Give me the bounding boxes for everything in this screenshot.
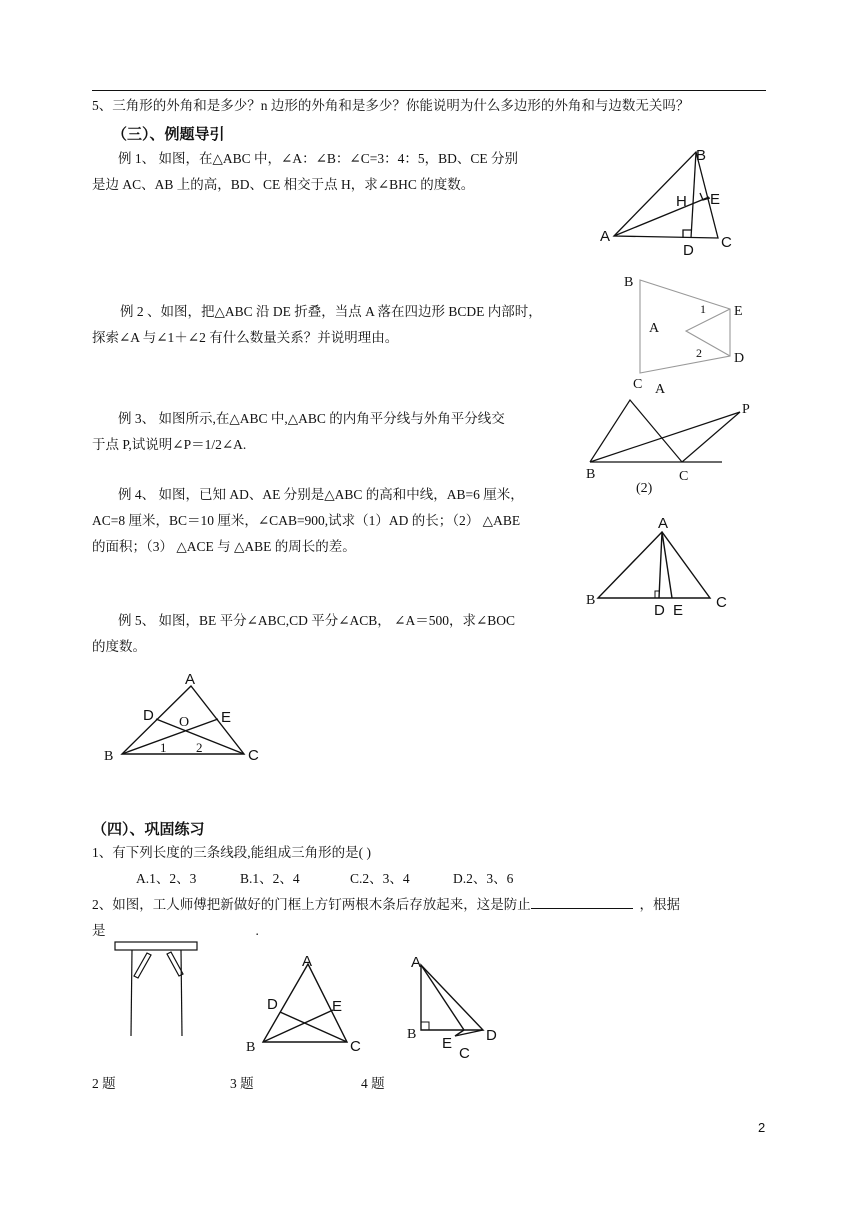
f2-label-A-inner: A (649, 321, 660, 336)
example-5-line-1: 例 5、 如图，BE 平分∠ABC,CD 平分∠ACB， ∠A＝500，求∠BOC (118, 613, 516, 628)
f7-label-E: E (332, 998, 343, 1015)
practice-2-text-b: ，根据 (639, 897, 680, 912)
f7-label-D: D (267, 996, 278, 1013)
figure-example-4 (582, 512, 742, 624)
f4-label-A: A (658, 515, 669, 532)
caption-question-4: 4 题 (361, 1076, 385, 1091)
f1-label-D: D (683, 242, 694, 259)
f5-label-1: 1 (160, 740, 167, 755)
figure-example-3 (582, 396, 762, 496)
f3-label-B: B (586, 467, 596, 482)
figure-practice-4 (402, 950, 512, 1062)
header-rule (92, 90, 766, 91)
practice-1-option-b: B.1、2、4 (240, 871, 300, 886)
f8-label-A: A (411, 954, 422, 971)
f1-label-A: A (600, 228, 611, 245)
f2-label-1: 1 (700, 302, 706, 316)
f1-label-C: C (721, 234, 732, 251)
f2-label-A: A (655, 382, 666, 397)
practice-2-line-1 (92, 892, 680, 918)
f5-label-D: D (143, 707, 154, 724)
example-4-line-1: 例 4、 如图，已知 AD、AE 分别是△ABC 的高和中线，AB=6 厘米， (118, 487, 524, 502)
f5-label-O: O (179, 715, 190, 730)
figure-example-2 (618, 268, 758, 398)
f2-label-D: D (734, 351, 745, 366)
figure-practice-3 (240, 950, 370, 1060)
example-2-line-2: 探索∠A 与∠1＋∠2 有什么数量关系？并说明理由。 (92, 330, 399, 345)
practice-2-blank-1[interactable] (531, 894, 633, 909)
f7-label-A: A (302, 953, 313, 970)
practice-2-text-c: 是 (92, 923, 106, 938)
f5-label-B: B (104, 749, 114, 764)
practice-1-question: 1、有下列长度的三条线段,能组成三角形的是( ) (92, 845, 371, 860)
example-1-line-2: 是边 AC、AB 上的高，BD、CE 相交于点 H，求∠BHC 的度数。 (92, 177, 475, 192)
f8-label-D: D (486, 1027, 497, 1044)
f5-label-A: A (185, 671, 196, 688)
practice-1-option-d: D.2、3、6 (453, 871, 514, 886)
practice-2-text-d: . (255, 923, 259, 938)
figure-example-1 (594, 140, 744, 260)
f8-label-B: B (407, 1027, 417, 1042)
f4-label-B: B (586, 593, 596, 608)
practice-2-text-a: 2、如图，工人师傅把新做好的门框上方钉两根木条后存放起来，这是防止 (92, 897, 531, 912)
f1-label-E: E (710, 191, 721, 208)
example-1-line-1: 例 1、 如图，在△ABC 中，∠A：∠B：∠C=3：4：5，BD、CE 分别 (118, 151, 518, 166)
f7-label-B: B (246, 1040, 256, 1055)
f2-label-E: E (734, 304, 743, 319)
example-2-line-1: 例 2 、如图，把△ABC 沿 DE 折叠，当点 A 落在四边形 BCDE 内部时， (120, 304, 542, 319)
f8-label-E: E (442, 1035, 453, 1052)
f1-label-B: B (696, 147, 707, 164)
f2-label-2: 2 (696, 346, 702, 360)
f4-label-D: D (654, 602, 665, 619)
f2-label-B: B (624, 275, 634, 290)
figure-example-5 (96, 668, 276, 768)
f3-label-P: P (742, 402, 750, 417)
example-3-line-2: 于点 P,试说明∠P＝1/2∠A. (92, 437, 247, 452)
caption-question-2: 2 题 (92, 1076, 116, 1091)
example-4-line-3: 的面积；（3） △ACE 与 △ABE 的周长的差。 (92, 539, 356, 554)
f7-label-C: C (350, 1038, 361, 1055)
question-5: 5、三角形的外角和是多少？n 边形的外角和是多少？你能说明为什么多边形的外角和与边数无关吗？ (92, 98, 690, 113)
f3-label-C: C (679, 469, 689, 484)
practice-1-option-c: C.2、3、4 (350, 871, 410, 886)
example-3-line-1: 例 3、 如图所示,在△ABC 中,△ABC 的内角平分线与外角平分线交 (118, 411, 505, 426)
f5-label-E: E (221, 709, 232, 726)
example-5-line-2: 的度数。 (92, 639, 146, 654)
f4-label-C: C (716, 594, 727, 611)
f4-label-E: E (673, 602, 684, 619)
f2-label-C: C (633, 377, 643, 392)
example-4-line-2: AC=8 厘米，BC＝10 厘米，∠CAB=900,试求（1）AD 的长；（2） △ABE (92, 513, 521, 528)
f8-label-C: C (459, 1045, 470, 1062)
section-3-title: （三）、例题导引 (112, 125, 225, 143)
f5-label-C: C (248, 747, 259, 764)
f3-caption: (2) (636, 481, 653, 496)
page-number: 2 (758, 1120, 766, 1135)
section-4-title: （四）、巩固练习 (92, 820, 205, 838)
practice-1-option-a: A.1、2、3 (136, 871, 197, 886)
f5-label-2: 2 (196, 740, 203, 755)
figure-door-frame (112, 938, 208, 1042)
caption-question-3: 3 题 (230, 1076, 254, 1091)
f1-label-H: H (676, 193, 687, 210)
